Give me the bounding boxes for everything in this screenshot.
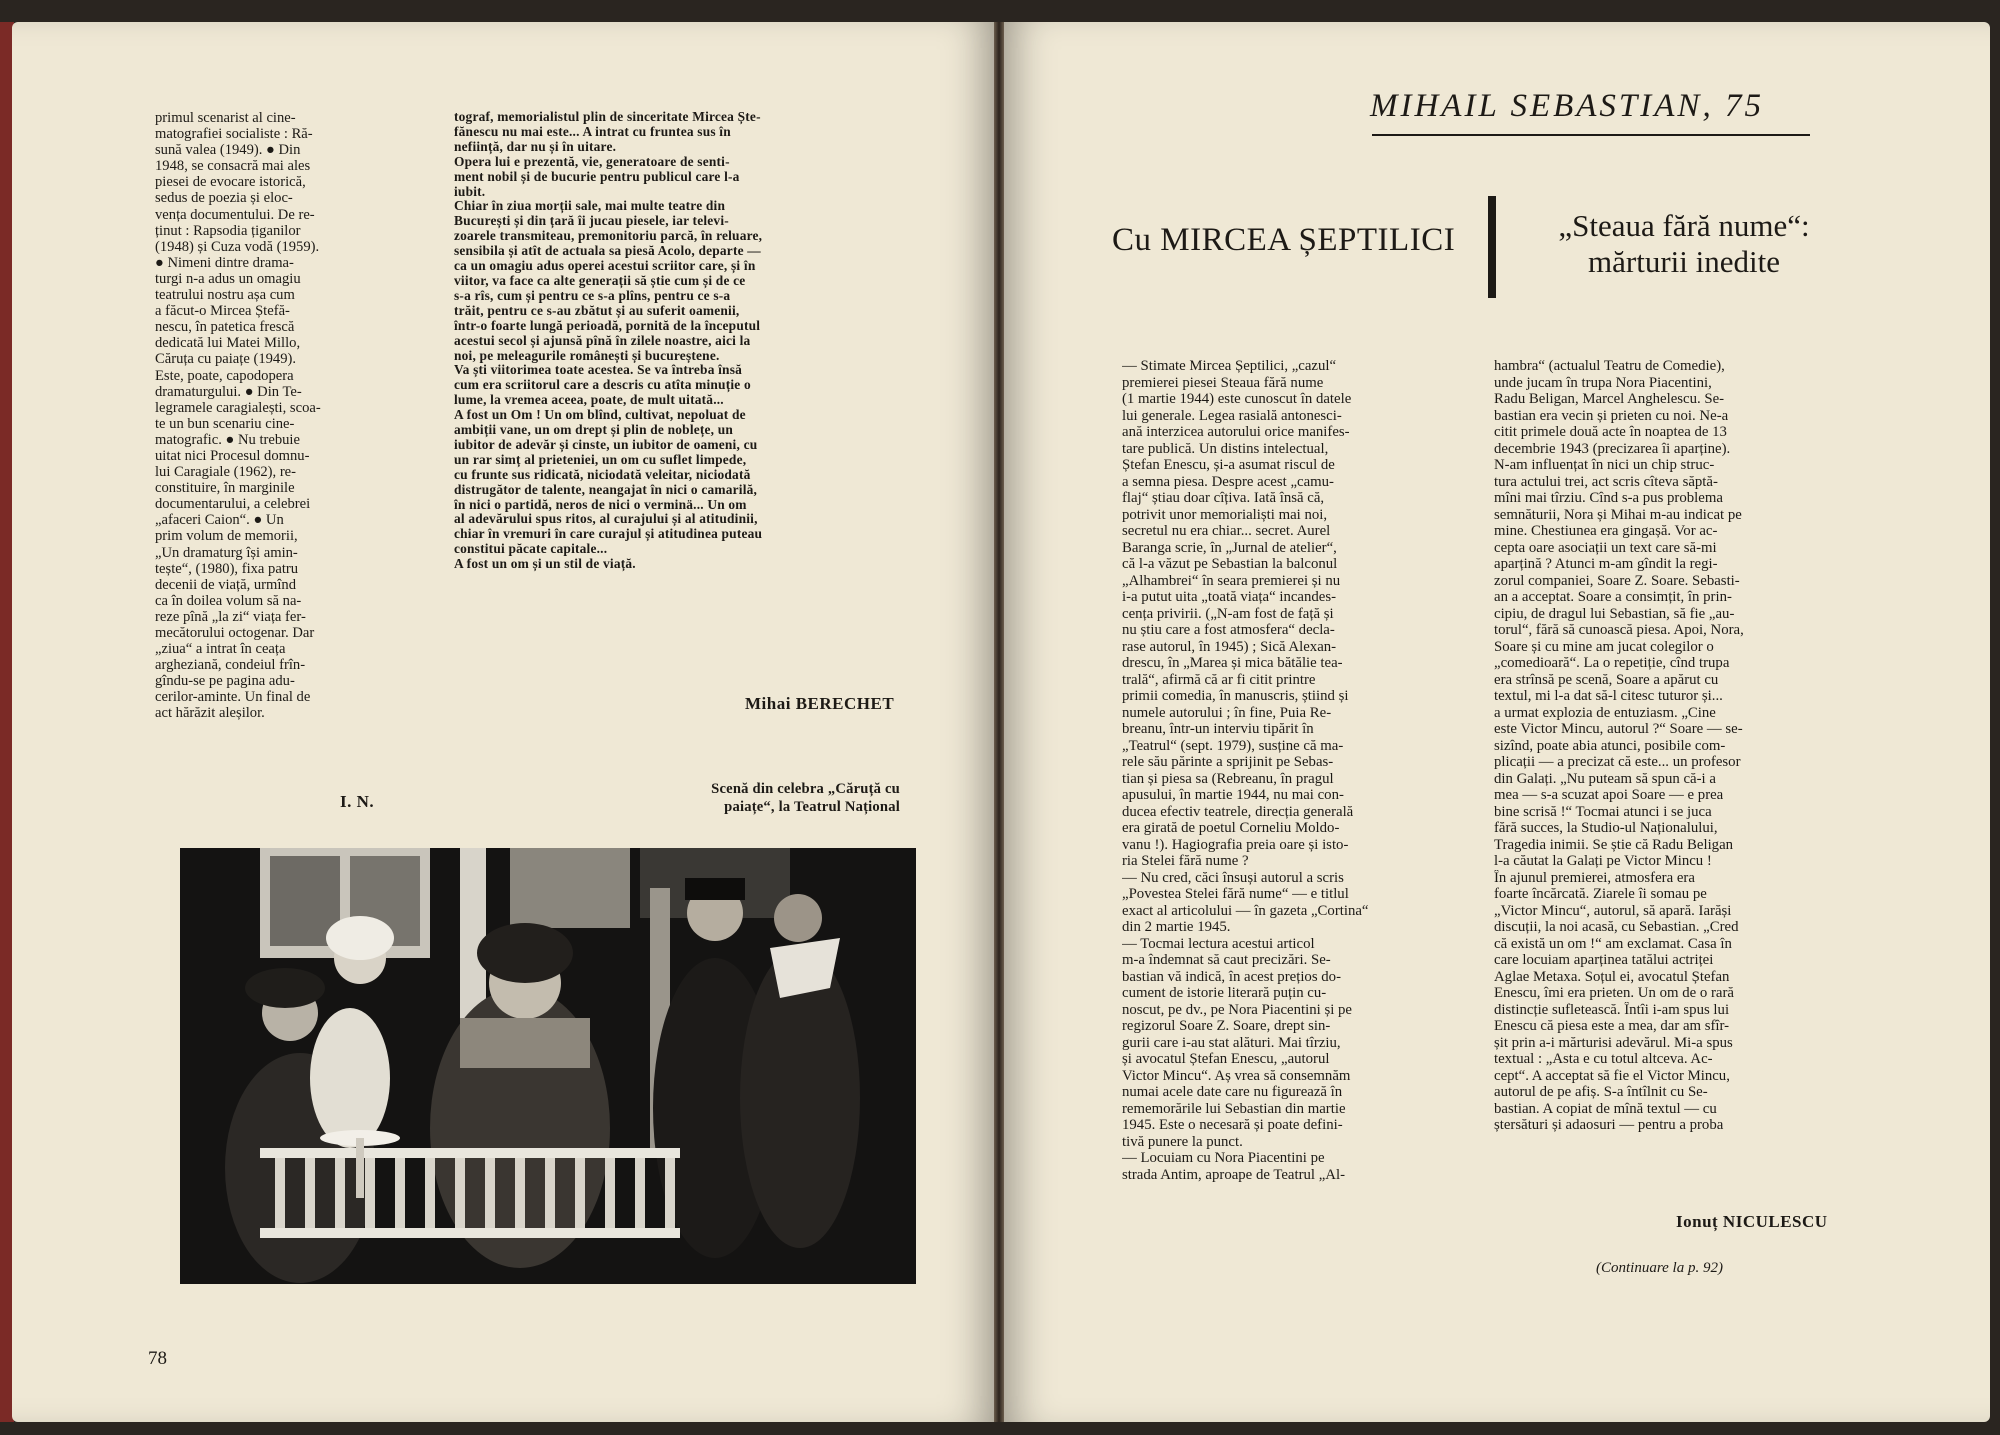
book-gutter bbox=[994, 22, 1004, 1422]
obituary-col2-line: sensibila și atît de actuala sa piesă Acolo, departe — bbox=[454, 244, 761, 259]
obituary-col2-line: acestui secol și ajunsă pînă în zilele noastre, aici la bbox=[454, 333, 751, 348]
obituary-col1-line: teatrului nostru așa cum bbox=[155, 287, 295, 304]
obituary-col2-line: al adevărului spus ritos, al curajului și al atitudinii, bbox=[454, 512, 758, 527]
obituary-col2-line: chiar în vremuri în care curajul și atitudinea puteau bbox=[454, 527, 763, 542]
obituary-col2-line: București și din țară îi jucau piesele, iar televi- bbox=[454, 214, 729, 229]
obituary-col2-line: ambiții vane, un om drept și plin de noblețe, un bbox=[454, 423, 734, 438]
obituary-col2-line: cu fruntе sus ridicată, niciodată veleitar, niciodată bbox=[454, 467, 751, 482]
obituary-col1-line: Este, poate, capodopera bbox=[155, 367, 294, 384]
interview-col1-line: trală“, afirmă că ar fi citit printre bbox=[1122, 671, 1316, 688]
left-page bbox=[12, 22, 994, 1422]
interview-col1-line: Victor Mincu“. Aș vrea să consemnăm bbox=[1122, 1067, 1351, 1084]
interview-col1-line: breanu, într-un interviu tipărit în bbox=[1122, 721, 1314, 737]
interview-col1-line: rememorările lui Sebastian din martie bbox=[1122, 1100, 1346, 1117]
interview-col2-line: hambra“ (actualul Teatru de Comedie), bbox=[1494, 358, 1725, 374]
interview-col1-line: — Locuiam cu Nora Piacentini pe bbox=[1122, 1150, 1325, 1166]
interview-col1-line: rele său părinte a sprijinit pe Sebas- bbox=[1122, 754, 1334, 770]
interview-col1-line: cument de istorie literară puțin cu- bbox=[1122, 985, 1327, 1001]
interview-col2-line: N-am influențat în nici un chip struc- bbox=[1494, 457, 1715, 473]
interview-col1-line: vanu !). Hagiografia preia oare și isto- bbox=[1122, 836, 1349, 853]
interview-col1-line: tare publică. Un distins intelectual, bbox=[1122, 440, 1329, 457]
obituary-col1-line: Căruța cu paiațe (1949). bbox=[155, 351, 297, 368]
obituary-col1-line: „Un dramaturg își amin- bbox=[155, 544, 298, 561]
obituary-col2-line: A fost un Om ! Un om blînd, cultivat, nepoluat de bbox=[454, 408, 746, 423]
obituary-col1-line: ● Nimeni dintre drama- bbox=[155, 254, 294, 271]
interview-col1-line: flaj“ știau doar cîțiva. Iată însă că, bbox=[1122, 490, 1325, 506]
interview-col1-line: lui generale. Legea rasială antonesci- bbox=[1122, 407, 1342, 424]
interview-col2-line: bastian. A copiat de mînă textul — cu bbox=[1494, 1100, 1717, 1117]
theatre-scene-illustration bbox=[180, 848, 916, 1284]
obituary-col1-line: a făcut-o Mircea Ștefă- bbox=[155, 303, 290, 320]
obituary-col1-line: dedicată lui Matei Millo, bbox=[155, 335, 301, 352]
obituary-col1-line: uitat nici Procesul domnu- bbox=[155, 447, 310, 464]
interview-col1-line: ană interzicea autorului orice manifes- bbox=[1122, 424, 1350, 440]
theatre-scene-photo bbox=[180, 848, 916, 1284]
obituary-col1-line: lui Caragiale (1962), re- bbox=[155, 464, 297, 481]
interview-col1-line: bastian vă indică, în acest prețios do- bbox=[1122, 968, 1342, 985]
obituary-col1-line: sedus de poezia și eloc- bbox=[155, 190, 293, 207]
interview-col2-line: era strînsă pe scenă, Soare a apărut cu bbox=[1494, 671, 1719, 688]
obituary-col2-line: viitor, va face ca alte generații să știe cum și de ce bbox=[454, 273, 746, 288]
interview-col1-line: numai acele date care nu figurează în bbox=[1122, 1084, 1343, 1100]
interview-col1-line: „Povestea Stelei fără nume“ — e titlul bbox=[1122, 886, 1349, 902]
interview-col1-line: — Nu cred, căci însuși autorul a scris bbox=[1122, 869, 1344, 886]
obituary-col1-line: mecătorului octogenar. Dar bbox=[155, 625, 315, 641]
interview-col2-line: decembrie 1943 (precizarea îi aparține). bbox=[1494, 440, 1731, 457]
interview-col2-line: a urmat explozia de entuziasm. „Cine bbox=[1494, 704, 1716, 721]
obituary-col1-line: documentarului, a celebrei bbox=[155, 496, 311, 513]
obituary-col2-line: Chiar în ziua morții sale, mai multe teatre din bbox=[454, 199, 726, 214]
interview-col2-line: foarte încărcată. Ziarele îi somau pe bbox=[1494, 886, 1707, 902]
interview-col2-line: Aglae Metaxa. Soțul ei, avocatul Ștefan bbox=[1494, 968, 1730, 985]
interview-col2-line: an a acceptat. Soare a consimțit, în prin- bbox=[1494, 589, 1732, 605]
obituary-col1-line: legramele caragialești, scoa- bbox=[155, 399, 321, 416]
interview-col2-line: În ajunul premierei, atmosfera era bbox=[1494, 869, 1695, 886]
interview-col2-line: ștersături și adaosuri — pentru a proba bbox=[1494, 1117, 1724, 1133]
obituary-col1-line: turgi n-a adus un omagiu bbox=[155, 270, 301, 287]
interview-col2-line: Soare și cu mine am jucat colegilor o bbox=[1494, 638, 1714, 655]
interview-col2-line: distincție sufletească. Întîi i-am spus lui bbox=[1494, 1001, 1730, 1018]
obituary-col2-line: cum era scriitorul care a descris cu atîta minuție o bbox=[454, 378, 751, 393]
interview-col2-line: zorul companiei, Soare Z. Soare. Sebasti- bbox=[1494, 572, 1740, 589]
interview-col1-line: ria Stelei fără nume ? bbox=[1122, 853, 1249, 869]
interview-heading: Cu MIRCEA ȘEPTILICI bbox=[1112, 222, 1456, 258]
continued-note: (Continuare la p. 92) bbox=[1596, 1260, 1723, 1276]
obituary-col2-line: fănescu nu mai este... A intrat cu fruntea sus în bbox=[454, 124, 731, 139]
interview-col1-line: și avocatul Ștefan Enescu, „autorul bbox=[1122, 1051, 1330, 1067]
signature-ionut-niculescu: Ionuț NICULESCU bbox=[1676, 1212, 1828, 1231]
obituary-col2-line: tograf, memorialistul plin de sinceritate Mircea Ște- bbox=[454, 110, 761, 124]
heading-divider bbox=[1488, 196, 1496, 298]
obituary-col2-line: Va ști viitorimea toate acestea. Se va întreba însă bbox=[454, 363, 743, 378]
right-column-obituary-text bbox=[454, 110, 926, 572]
interview-col2-line: Tragedia inimii. Se știe că Radu Beligan bbox=[1494, 836, 1734, 853]
obituary-col1-line: „ziua“ a intrat în ceața bbox=[155, 641, 286, 658]
signature-mihai-berechet: Mihai BERECHET bbox=[745, 694, 895, 713]
interview-col1-line: apusului, în martie 1944, nu mai con- bbox=[1122, 787, 1344, 803]
obituary-col2-line: neființă, dar nu și în uitare. bbox=[454, 139, 617, 154]
interview-col2-line: bine scrisă !“ Tocmai atunci i se juca bbox=[1494, 803, 1712, 820]
interview-col1-line: m-a îndemnat să caut precizări. Se- bbox=[1122, 952, 1331, 968]
page-number: 78 bbox=[148, 1348, 167, 1369]
interview-col2-line: mine. Chestiunea era gingașă. Vor ac- bbox=[1494, 523, 1718, 539]
interview-col1-line: cența privirii. („N-am fost de față și bbox=[1122, 605, 1334, 622]
obituary-col2-line: într-o foarte lungă perioadă, pornită de la începutul bbox=[454, 318, 761, 333]
obituary-col1-line: matografiei socialiste : Ră- bbox=[155, 126, 313, 143]
interview-col2-line: textual : „Asta e cu totul altceva. Ac- bbox=[1494, 1051, 1713, 1067]
interview-col1-line: Ștefan Enescu, și-a asumat riscul de bbox=[1122, 457, 1335, 473]
obituary-col2-line: lume, la vremea aceea, poate, de mult uitată... bbox=[454, 393, 724, 408]
interview-col2-line: citit primele două acte în noaptea de 13 bbox=[1494, 424, 1727, 440]
obituary-col1-line: dramaturgului. ● Din Te- bbox=[155, 383, 302, 400]
obituary-col1-line: sună valea (1949). ● Din bbox=[155, 142, 301, 159]
interview-col2-line: „Victor Mincu“, autorul, să apară. Iarăși bbox=[1494, 902, 1732, 919]
interview-col2-line: aparțină ? Atunci m-am gîndit la regi- bbox=[1494, 556, 1718, 572]
obituary-col2-line: s-a rîs, cum și pentru ce s-a plîns, pentru ce s-a bbox=[454, 288, 731, 303]
interview-col1-line: noscut, pe dv., pe Nora Piacentini și pe bbox=[1122, 1001, 1352, 1018]
obituary-col1-line: constituire, în marginile bbox=[155, 480, 295, 497]
interview-col2-line: l-a căutat la Galați pe Victor Mincu ! bbox=[1494, 853, 1712, 869]
obituary-col1-line: matografic. ● Nu trebuie bbox=[155, 431, 300, 448]
left-column-obituary-text bbox=[155, 110, 400, 722]
interview-col2-line: mea — s-a scuzat apoi Soare — e prea bbox=[1494, 787, 1724, 803]
interview-col1-line: „Teatrul“ (sept. 1979), susține că ma- bbox=[1122, 737, 1344, 754]
interview-col1-line: numele autorului ; în fine, Puia Re- bbox=[1122, 704, 1332, 721]
photo-caption: Scenă din celebra „Căruță cu paiațe“, la Teatrul Național bbox=[711, 781, 900, 815]
interview-col2-line: cipiu, de dragul lui Sebastian, să fie „au- bbox=[1494, 605, 1735, 622]
interview-col1-line: — Tocmai lectura acestui articol bbox=[1122, 935, 1315, 952]
interview-col1-line: „Alhambrei“ în seara premierei și nu bbox=[1122, 572, 1341, 589]
obituary-col1-line: vența documentului. De re- bbox=[155, 206, 315, 223]
interview-col1-line: Baranga scrie, în „Jurnal de atelier“, bbox=[1122, 539, 1337, 556]
interview-col2-line: cepta oare asociații un text care să-mi bbox=[1494, 539, 1717, 556]
interview-col1-line: a semna piesa. Despre acest „camu- bbox=[1122, 473, 1334, 490]
obituary-col1-line: act hărăzit aleșilor. bbox=[155, 705, 265, 722]
interview-col2-line: mîni mai tîrziu. Cînd s-a pus problema bbox=[1494, 490, 1723, 506]
interview-col1-line: regizorul Soare Z. Soare, drept sin- bbox=[1122, 1018, 1331, 1034]
interview-col2-line: torul“, fără să cunoască piesa. Apoi, Nora, bbox=[1494, 622, 1744, 638]
interview-col1-line: gurii care i-au stat alături. Mai tîrziu, bbox=[1122, 1034, 1341, 1051]
interview-col2-line: plicații — a precizat că este... un profesor bbox=[1494, 754, 1741, 770]
signature-in: I. N. bbox=[340, 792, 375, 811]
interview-col1-line: primii comedia, în manuscris, știind și bbox=[1122, 688, 1349, 704]
interview-col1-line: era girată de poetul Corneliu Moldo- bbox=[1122, 820, 1340, 836]
interview-col2-line: Enescu, îmi era prieten. Un om de o rară bbox=[1494, 985, 1734, 1001]
interview-col1-line: tivă punere la punct. bbox=[1122, 1133, 1243, 1150]
obituary-col1-line: reze pînă „la zi“ viața fer- bbox=[155, 608, 306, 625]
interview-col1-line: tian și piesa sa (Rebreanu, în pragul bbox=[1122, 770, 1334, 787]
interview-col2-line: „comedioară“. La o repetiție, cînd trupa bbox=[1494, 655, 1730, 671]
interview-col2-line: că există un om !“ am exclamat. Casa în bbox=[1494, 935, 1732, 952]
interview-col1-line: (1 martie 1944) este cunoscut în datele bbox=[1122, 391, 1352, 407]
interview-col2-line: șit prin a-i mărturisi adevărul. Mi-a spus bbox=[1494, 1034, 1733, 1051]
obituary-col2-line: trăit, pentru ce s-au zbătut și au suferit oamenii, bbox=[454, 303, 740, 318]
interview-col2-line: din Galați. „Nu puteam să spun că-i a bbox=[1494, 770, 1716, 787]
obituary-col2-line: un rar simț al prieteniei, un om cu suflet limpede, bbox=[454, 452, 747, 467]
running-head-rule bbox=[1372, 134, 1810, 136]
obituary-col2-line: noi, pe meleagurile românești și bucureștene. bbox=[454, 348, 720, 363]
interview-col2-line: bastian era vecin și prieten cu noi. Ne-a bbox=[1494, 407, 1729, 424]
obituary-col1-line: 1948, se consacră mai ales bbox=[155, 158, 311, 175]
interview-col1-line: nu știu care a fost atmosfera“ decla- bbox=[1122, 622, 1335, 638]
interview-col2-line: unde jucam în trupa Nora Piacentini, bbox=[1494, 374, 1712, 391]
interview-col1-line: strada Antim, aproape de Teatrul „Al- bbox=[1122, 1166, 1346, 1183]
interview-col1-line: din 2 martie 1945. bbox=[1122, 919, 1231, 935]
obituary-col1-line: piesei de evocare istorică, bbox=[155, 174, 306, 191]
obituary-col1-line: decenii de viață, urmînd bbox=[155, 576, 297, 593]
interview-column-1 bbox=[1122, 358, 1474, 1183]
obituary-col1-line: te un bun scenariu cine- bbox=[155, 415, 295, 432]
interview-col1-line: potrivit unor memorialiști mai noi, bbox=[1122, 506, 1328, 523]
obituary-col2-line: zoarele transmiteau, premonitoriu parcă, în reluare, bbox=[454, 229, 763, 244]
interview-col2-line: care locuiam aparținea tatălui actriței bbox=[1494, 952, 1714, 968]
obituary-col1-line: ca în doilea volum să na- bbox=[155, 592, 302, 609]
interview-col1-line: exact al articolului — în gazeta „Cortina“ bbox=[1122, 902, 1369, 919]
interview-col1-line: — Stimate Mircea Șeptilici, „cazul“ bbox=[1122, 358, 1337, 374]
interview-col2-line: textul, mi l-a dat să-l citesc tuturor și... bbox=[1494, 688, 1723, 704]
obituary-col2-line: ment nobil și de bucurie pentru publicul care l-a bbox=[454, 169, 740, 184]
obituary-col1-line: primul scenarist al cine- bbox=[155, 110, 296, 126]
interview-col2-line: discuții, la noi acasă, cu Sebastian. „Cred bbox=[1494, 919, 1739, 935]
interview-col1-line: că l-a văzut pe Sebastian la balconul bbox=[1122, 556, 1338, 572]
running-head: MIHAIL SEBASTIAN, 75 bbox=[1370, 88, 1764, 124]
obituary-col1-line: „afaceri Caion“. ● Un bbox=[155, 512, 284, 529]
interview-col1-line: secretul nu era chiar... secret. Aurel bbox=[1122, 523, 1331, 539]
interview-col2-line: fără succes, la Studio-ul Naționalului, bbox=[1494, 820, 1718, 836]
interview-col2-line: semnăturii, Nora și Mihai m-au indicat pe bbox=[1494, 506, 1742, 523]
interview-col2-line: sizînd, poate abia atunci, posibile com- bbox=[1494, 737, 1726, 754]
obituary-col2-line: A fost un om și un stil de viață. bbox=[454, 557, 636, 572]
interview-col1-line: 1945. Este o necesară și poate defini- bbox=[1122, 1117, 1343, 1133]
obituary-col2-line: constitui păcate capitale... bbox=[454, 542, 608, 557]
interview-col2-line: autorul de pe afiș. S-a întîlnit cu Se- bbox=[1494, 1084, 1708, 1100]
interview-col1-line: i-a putut uita „toată viața“ incandes- bbox=[1122, 589, 1337, 605]
obituary-col2-line: iubit. bbox=[454, 184, 486, 199]
interview-col1-line: ducea efectiv teatrele, direcția generală bbox=[1122, 803, 1354, 820]
interview-col2-line: este Victor Mincu, autorul ?“ Soare — se- bbox=[1494, 721, 1743, 737]
obituary-col1-line: (1948) și Cuza vodă (1959). bbox=[155, 238, 320, 255]
article-heading: „Steaua fără nume“: mărturii inedite bbox=[1558, 208, 1810, 279]
interview-col2-line: Radu Beligan, Marcel Anghelescu. Se- bbox=[1494, 391, 1725, 407]
obituary-col2-line: ca un omagiu adus operei acestui scriitor care, și în bbox=[454, 259, 756, 274]
obituary-col1-line: nescu, în patetica frescă bbox=[155, 319, 295, 336]
interview-col1-line: drescu, în „Marea și mica bătălie tea- bbox=[1122, 655, 1343, 671]
obituary-col1-line: gîndu-se pe pagina adu- bbox=[155, 673, 295, 690]
obituary-col1-line: prim volum de memorii, bbox=[155, 528, 298, 545]
obituary-col2-line: Opera lui e prezentă, vie, generatoare de senti- bbox=[454, 154, 730, 169]
interview-column-2 bbox=[1494, 358, 1872, 1134]
obituary-col2-line: în nici o partidă, neros de nici o verminä... Un om bbox=[454, 497, 747, 512]
obituary-col1-line: tește“, (1980), fixa patru bbox=[155, 560, 299, 577]
obituary-col2-line: distrugător de talente, neangajat în nici o camarilă, bbox=[454, 482, 758, 497]
obituary-col1-line: cerilor-aminte. Un final de bbox=[155, 689, 311, 706]
obituary-col2-line: iubitor de adevăr și cinste, un iubitor de oameni, cu bbox=[454, 437, 758, 452]
interview-col2-line: cept“. A acceptat să fie el Victor Mincu, bbox=[1494, 1067, 1730, 1084]
interview-col2-line: Enescu că piesa este a mea, dar am sfîr- bbox=[1494, 1018, 1730, 1034]
interview-col1-line: premierei piesei Steaua fără nume bbox=[1122, 374, 1324, 391]
obituary-col1-line: argheziană, condeiul frîn- bbox=[155, 657, 306, 674]
obituary-col1-line: ținut : Rapsodia țiganilor bbox=[155, 222, 301, 239]
interview-col2-line: tura actului trei, act scris cîteva săptă- bbox=[1494, 473, 1718, 490]
interview-col1-line: rase autorul, în 1945) ; Sică Alexan- bbox=[1122, 638, 1337, 655]
